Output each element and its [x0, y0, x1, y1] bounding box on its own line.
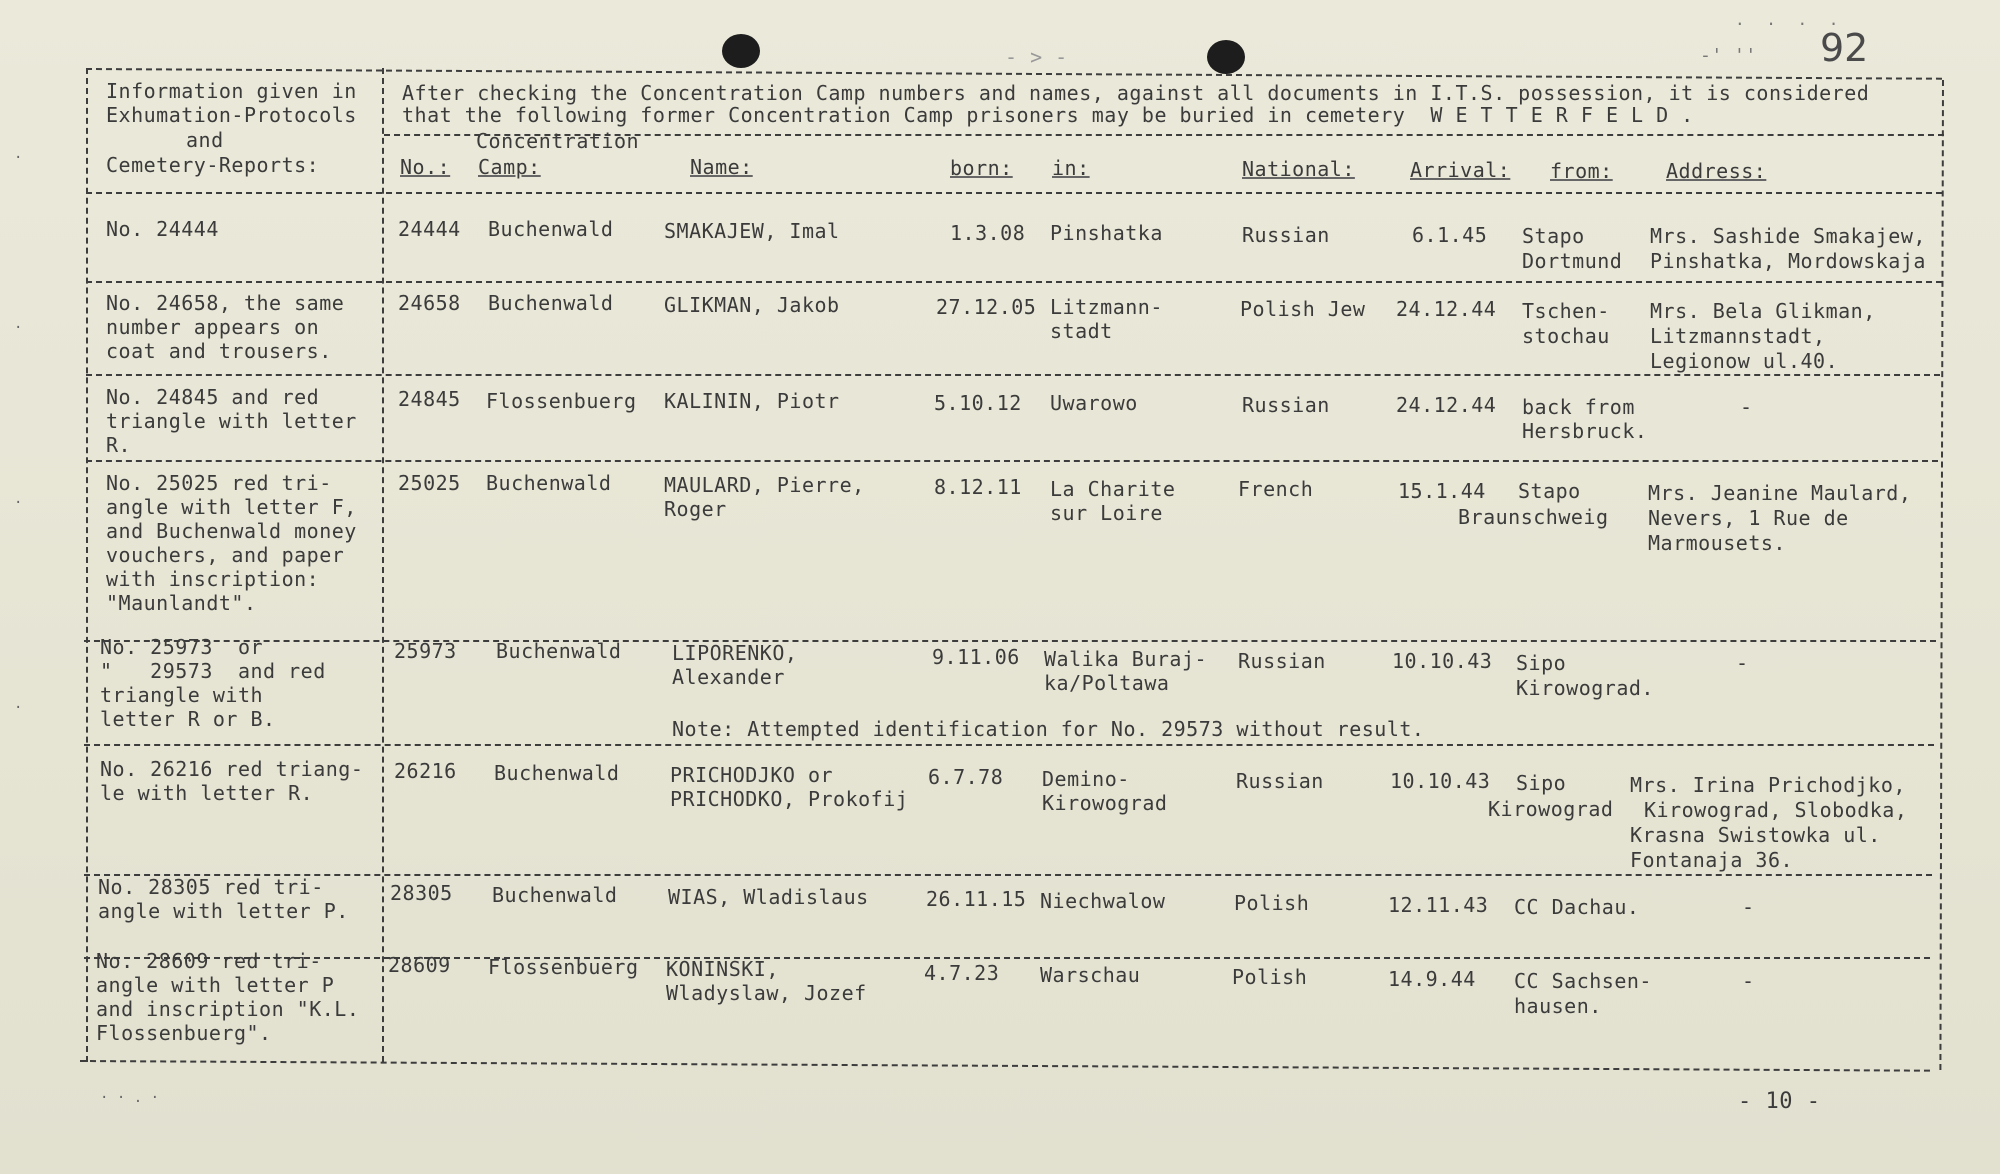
row-national: French — [1238, 477, 1314, 501]
row-in: Pinshatka — [1050, 221, 1163, 245]
corner-mark: -' '' — [1700, 45, 1757, 66]
row-info: angle with letter P — [96, 973, 335, 997]
row-from: Stapo — [1522, 224, 1585, 248]
row-address: Mrs. Irina Prichodjko, — [1630, 773, 1906, 797]
column-header-born: born: — [950, 156, 1013, 180]
row-info: letter R or B. — [100, 707, 276, 731]
row-info: triangle with — [100, 683, 264, 707]
row-address: Nevers, 1 Rue de — [1648, 506, 1849, 530]
row-in: ka/Poltawa — [1044, 671, 1170, 695]
row-info: No. 28305 red tri- — [98, 875, 324, 899]
row-rule-1 — [86, 281, 1942, 283]
row-no: 25973 — [394, 639, 457, 663]
row-national: Russian — [1242, 393, 1330, 417]
row-rule-2 — [86, 374, 1940, 376]
row-from: Kirowograd — [1488, 797, 1614, 821]
row-in: sur Loire — [1050, 501, 1163, 525]
row-from: Kirowograd. — [1516, 676, 1654, 700]
row-no: 26216 — [394, 759, 457, 783]
header-intro-line-2: that the following former Concentration Camp prisoners may be buried in cemetery W E T T E R F E L D . — [402, 103, 1694, 127]
row-in: Kirowograd — [1042, 791, 1168, 815]
row-rule-5 — [84, 744, 1934, 746]
row-camp: Flossenbuerg — [488, 955, 639, 979]
row-name: GLIKMAN, Jakob — [664, 293, 840, 317]
corner-dots: . . . . — [1735, 10, 1845, 29]
row-from: stochau — [1522, 324, 1610, 348]
edge-speck: · · . · — [100, 1090, 160, 1106]
row-camp: Buchenwald — [496, 639, 622, 663]
row-no: 24845 — [398, 387, 461, 411]
column-header-camp-top: Concentration — [476, 129, 640, 153]
row-info: No. 25025 red tri- — [106, 471, 332, 495]
row-name: WIAS, Wladislaus — [668, 885, 869, 909]
row-from: hausen. — [1514, 994, 1602, 1018]
row-address: Pinshatka, Mordowskaja — [1650, 249, 1926, 273]
row-born: 9.11.06 — [932, 645, 1020, 669]
column-divider — [382, 68, 384, 1062]
row-no: 28609 — [388, 953, 451, 977]
top-marks: - > - — [1005, 45, 1068, 69]
table-border-top — [86, 68, 1942, 80]
row-info: coat and trousers. — [106, 339, 332, 363]
row-camp: Buchenwald — [488, 291, 614, 315]
row-info: R. — [106, 433, 132, 457]
row-camp: Buchenwald — [486, 471, 612, 495]
header-intro-line-1: After checking the Concentration Camp numbers and names, against all documents in I.T.S. possession, it is considered — [402, 81, 1870, 105]
table-border-right — [1939, 80, 1944, 1070]
row-from: Sipo — [1516, 651, 1567, 675]
row-camp: Buchenwald — [494, 761, 620, 785]
column-header-in: in: — [1052, 156, 1090, 180]
row-name: PRICHODJKO or — [670, 763, 834, 787]
row-born: 26.11.15 — [926, 887, 1027, 911]
row-in: Demino- — [1042, 767, 1130, 791]
row-in: La Charite — [1050, 477, 1176, 501]
row-name: Roger — [664, 497, 727, 521]
row-info: le with letter R. — [100, 781, 314, 805]
header-info-line: and — [186, 128, 224, 152]
row-address: Mrs. Jeanine Maulard, — [1648, 481, 1912, 505]
row-info: number appears on — [106, 315, 320, 339]
row-info: No. 28609 red tri- — [96, 949, 322, 973]
row-born: 8.12.11 — [934, 475, 1022, 499]
row-national: Russian — [1238, 649, 1326, 673]
row-arrival: 12.11.43 — [1388, 893, 1489, 917]
column-header-name: Name: — [690, 155, 753, 179]
row-rule-3 — [86, 460, 1938, 462]
row-national: Russian — [1236, 769, 1324, 793]
header-bottom-rule — [86, 192, 1942, 194]
column-header-national: National: — [1242, 157, 1355, 181]
row-info: No. 24658, the same — [106, 291, 345, 315]
footer-page-number: - 10 - — [1738, 1089, 1821, 1114]
row-camp: Buchenwald — [492, 883, 618, 907]
row-name: KALININ, Piotr — [664, 389, 840, 413]
row-rule-4 — [84, 640, 1936, 642]
row-info: angle with letter F, — [106, 495, 357, 519]
row-info: vouchers, and paper — [106, 543, 345, 567]
edge-speck: · — [14, 700, 23, 716]
column-header-address: Address: — [1666, 159, 1767, 183]
column-header-no: No.: — [400, 155, 451, 179]
row-address: Legionow ul.40. — [1650, 349, 1839, 373]
row-name: Wladyslaw, Jozef — [666, 981, 867, 1005]
edge-speck: · — [14, 150, 23, 166]
row-from: CC Dachau. — [1514, 895, 1640, 919]
table-border-left — [86, 68, 88, 1062]
row-national: Polish — [1232, 965, 1308, 989]
header-info-line: Information given in — [106, 79, 357, 103]
row-info: No. 25973 or — [100, 635, 264, 659]
row-name: Alexander — [672, 665, 785, 689]
row-in: Niechwalow — [1040, 889, 1166, 913]
header-info-line: Cemetery-Reports: — [106, 153, 320, 177]
row-info: with inscription: — [106, 567, 320, 591]
row-arrival: 6.1.45 — [1412, 223, 1488, 247]
row-address: Krasna Swistowka ul. — [1630, 823, 1881, 847]
row-in: Uwarowo — [1050, 391, 1138, 415]
row-no: 25025 — [398, 471, 461, 495]
punch-hole-left — [722, 34, 760, 68]
row-from: CC Sachsen- — [1514, 969, 1652, 993]
row-born: 4.7.23 — [924, 961, 1000, 985]
row-born: 6.7.78 — [928, 765, 1004, 789]
row-name: PRICHODKO, Prokofij — [670, 787, 909, 811]
row-born: 5.10.12 — [934, 391, 1022, 415]
row-address: - — [1742, 895, 1755, 919]
row-no: 24444 — [398, 217, 461, 241]
row-from: Sipo — [1516, 771, 1567, 795]
column-header-camp: Camp: — [478, 155, 541, 179]
row-name: KONINSKI, — [666, 957, 779, 981]
row-arrival: 15.1.44 — [1398, 479, 1486, 503]
row-info: Flossenbuerg". — [96, 1021, 272, 1045]
row-info: No. 26216 red triang- — [100, 757, 364, 781]
row-info: No. 24845 and red — [106, 385, 320, 409]
row-info: and Buchenwald money — [106, 519, 357, 543]
row-rule-6 — [84, 874, 1932, 876]
row-address: Litzmannstadt, — [1650, 324, 1826, 348]
row-arrival: 10.10.43 — [1390, 769, 1491, 793]
row-info: and inscription "K.L. — [96, 997, 360, 1021]
row-camp: Flossenbuerg — [486, 389, 637, 413]
row-from: Braunschweig — [1458, 505, 1609, 529]
row-national: Polish — [1234, 891, 1310, 915]
row-from: Tschen- — [1522, 299, 1610, 323]
edge-speck: · — [14, 320, 23, 336]
row-in: stadt — [1050, 319, 1113, 343]
row-no: 24658 — [398, 291, 461, 315]
row-address: Kirowograd, Slobodka, — [1644, 798, 1908, 822]
row-in: Warschau — [1040, 963, 1141, 987]
row-arrival: 24.12.44 — [1396, 297, 1497, 321]
row-rule-7 — [84, 957, 1930, 959]
row-from: back from — [1522, 395, 1635, 419]
row-no: 28305 — [390, 881, 453, 905]
row-info: "Maunlandt". — [106, 591, 257, 615]
row-info: triangle with letter — [106, 409, 357, 433]
row-name: MAULARD, Pierre, — [664, 473, 865, 497]
row-info: " 29573 and red — [100, 659, 326, 683]
column-header-from: from: — [1550, 159, 1613, 183]
row-from: Dortmund — [1522, 249, 1623, 273]
row-born: 1.3.08 — [950, 221, 1026, 245]
row-national: Russian — [1242, 223, 1330, 247]
table-border-bottom — [80, 1060, 1930, 1072]
header-info-line: Exhumation-Protocols — [106, 103, 357, 127]
row-info: No. 24444 — [106, 217, 219, 241]
row-camp: Buchenwald — [488, 217, 614, 241]
row-address: Marmousets. — [1648, 531, 1786, 555]
row-address: - — [1740, 395, 1753, 419]
row-note: Note: Attempted identification for No. 29573 without result. — [672, 717, 1425, 741]
row-born: 27.12.05 — [936, 295, 1037, 319]
column-header-arrival: Arrival: — [1410, 158, 1511, 182]
row-address: Fontanaja 36. — [1630, 848, 1794, 872]
row-address: Mrs. Bela Glikman, — [1650, 299, 1876, 323]
row-arrival: 24.12.44 — [1396, 393, 1497, 417]
row-arrival: 10.10.43 — [1392, 649, 1493, 673]
row-address: Mrs. Sashide Smakajew, — [1650, 224, 1926, 248]
row-info: angle with letter P. — [98, 899, 349, 923]
row-name: SMAKAJEW, Imal — [664, 219, 840, 243]
punch-hole-right — [1207, 40, 1245, 74]
row-national: Polish Jew — [1240, 297, 1366, 321]
row-from: Stapo — [1518, 479, 1581, 503]
row-arrival: 14.9.44 — [1388, 967, 1476, 991]
row-in: Walika Buraj- — [1044, 647, 1208, 671]
row-from: Hersbruck. — [1522, 419, 1648, 443]
row-address: - — [1736, 651, 1749, 675]
edge-speck: · — [14, 495, 23, 511]
row-name: LIPORENKO, — [672, 641, 798, 665]
row-in: Litzmann- — [1050, 295, 1163, 319]
row-address: - — [1742, 969, 1755, 993]
page-number: 92 — [1820, 26, 1869, 70]
